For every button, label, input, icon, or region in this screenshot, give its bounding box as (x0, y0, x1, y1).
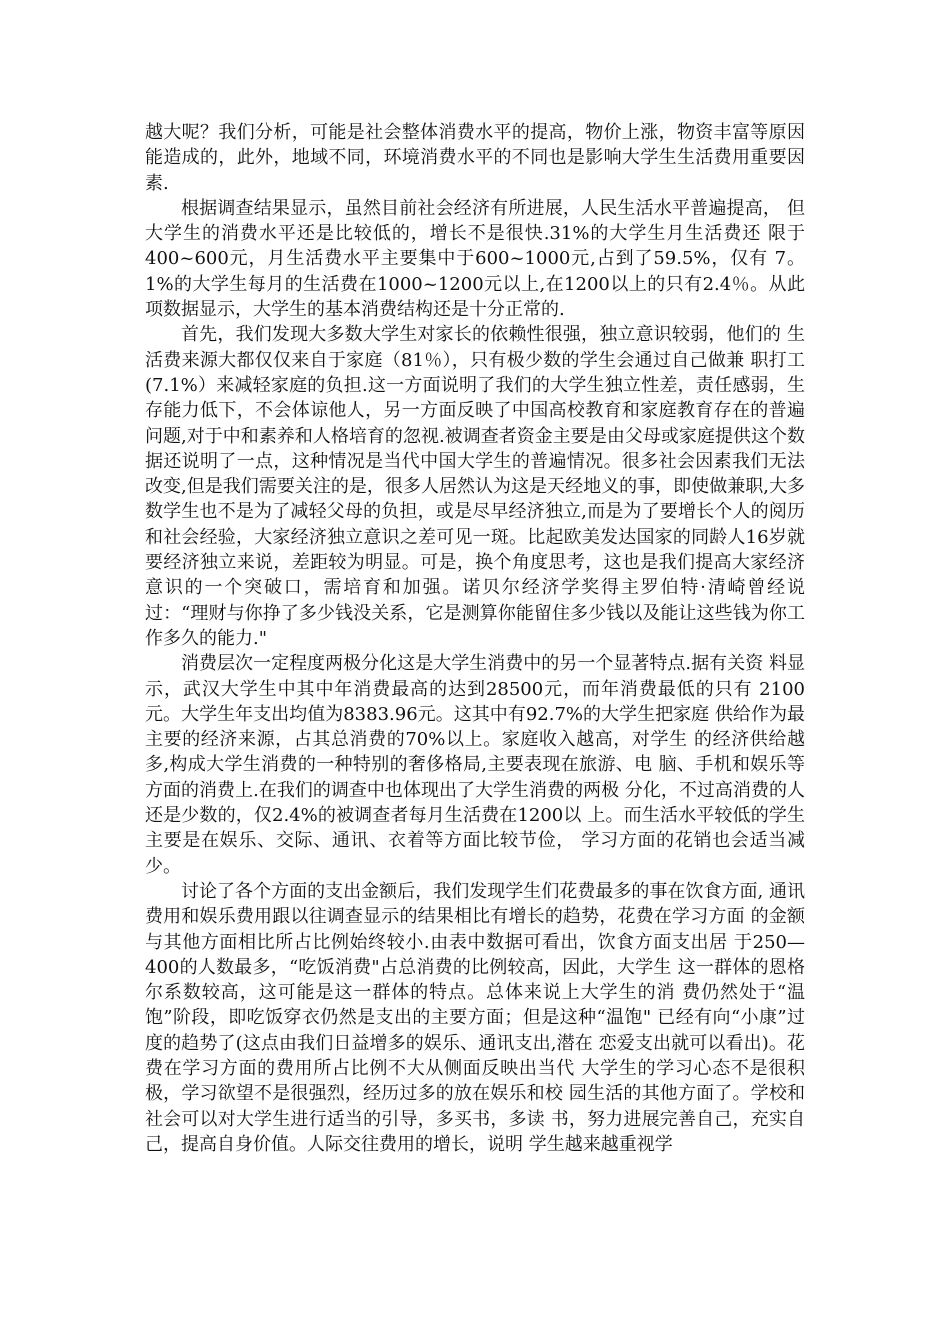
paragraph-4: 消费层次一定程度两极分化这是大学生消费中的另一个显著特点.据有关资 料显示，武汉大学生中其中年消费最高的达到28500元，而年消费最低的只有 2100元。大学生年支出均值为8383.96元。这其中有92.7%的大学生把家庭 供给作为最主要的经济来源，占其总消费的70%以上。家庭收入越高，对学生 的经济供给越多,构成大学生消费的一种特别的奢侈格局,主要表现在旅游、电 脑、手机和娱乐等方面的消费上.在我们的调查中也体现出了大学生消费的两极 分化，不过高消费的人还是少数的，仅2.4%的被调查者每月生活费在1200以 上。而生活水平较低的学生主要是在娱乐、交际、通讯、衣着等方面比较节俭， 学习方面的花销也会适当减少。 (145, 653, 805, 877)
paragraph-5: 讨论了各个方面的支出金额后，我们发现学生们花费最多的事在饮食方面, 通讯费用和娱乐费用跟以往调查显示的结果相比有增长的趋势，花费在学习方面 的金额与其他方面相比所占比例始终较小.由表中数据可看出，饮食方面支出居 于250—400的人数最多，“吃饭消费"占总消费的比例较高，因此，大学生 这一群体的恩格尔系数较高，这可能是这一群体的特点。总体来说上大学生的消 费仍然处于“温饱”阶段，即吃饭穿衣仍然是支出的主要方面；但是这种“温饱" 已经有向“小康”过度的趋势了(这点由我们日益增多的娱乐、通讯支出,潜在 恋爱支出就可以看出)。花费在学习方面的费用所占比例不大从侧面反映出当代 大学生的学习心态不是很积极，学习欲望不是很强烈，经历过多的放在娱乐和校 园生活的其他方面了。学校和社会可以对大学生进行适当的引导，多买书，多读 书，努力进展完善自己，充实自己，提高自身价值。人际交往费用的增长，说明 学生越来越重视学 (145, 880, 805, 1155)
document-page (145, 120, 805, 1157)
paragraph-3: 首先，我们发现大多数大学生对家长的依赖性很强，独立意识较弱，他们的 生活费来源大都仅仅来自于家庭（81％），只有极少数的学生会通过自己做兼 职打工(7.1%）来减轻家庭的负担.这一方面说明了我们的大学生独立性差，责任感弱，生存能力低下，不会体谅他人，另一方面反映了中国高校教育和家庭教育存在的普遍问题,对于中和素养和人格培育的忽视.被调查者资金主要是由父母或家庭提供这个数据还说明了一点，这种情况是当代中国大学生的普遍情况。很多社会因素我们无法改变,但是我们需要关注的是，很多人居然认为这是天经地义的事，即使做兼职,大多数学生也不是为了减轻父母的负担，或是尽早经济独立,而是为了要增长个人的阅历和社会经验，大家经济独立意识之差可见一斑。比起欧美发达国家的同龄人16岁就要经济独立来说，差距较为明显。可是，换个角度思考，这也是我们提高大家经济意识的一个突破口，需培育和加强。诺贝尔经济学奖得主罗伯特·清崎曾经说过：“理财与你挣了多少钱没关系，它是测算你能留住多少钱以及能让这些钱为你工作多久的能力." (145, 324, 805, 649)
paragraph-1: 越大呢？我们分析，可能是社会整体消费水平的提高，物价上涨，物资丰富等原因能造成的，此外，地域不同，环境消费水平的不同也是影响大学生生活费用重要因素. (145, 122, 805, 194)
paragraph-2: 根据调查结果显示，虽然目前社会经济有所进展，人民生活水平普遍提高， 但大学生的消费水平还是比较低的，增长不是很快.31%的大学生月生活费还 限于400~600元，月生活费水平主要集中于600~1000元,占到了59.5%，仅有 7。1%的大学生每月的生活费在1000~1200元以上,在1200以上的只有2.4％。从此项数据显示，大学生的基本消费结构还是十分正常的. (145, 197, 805, 321)
